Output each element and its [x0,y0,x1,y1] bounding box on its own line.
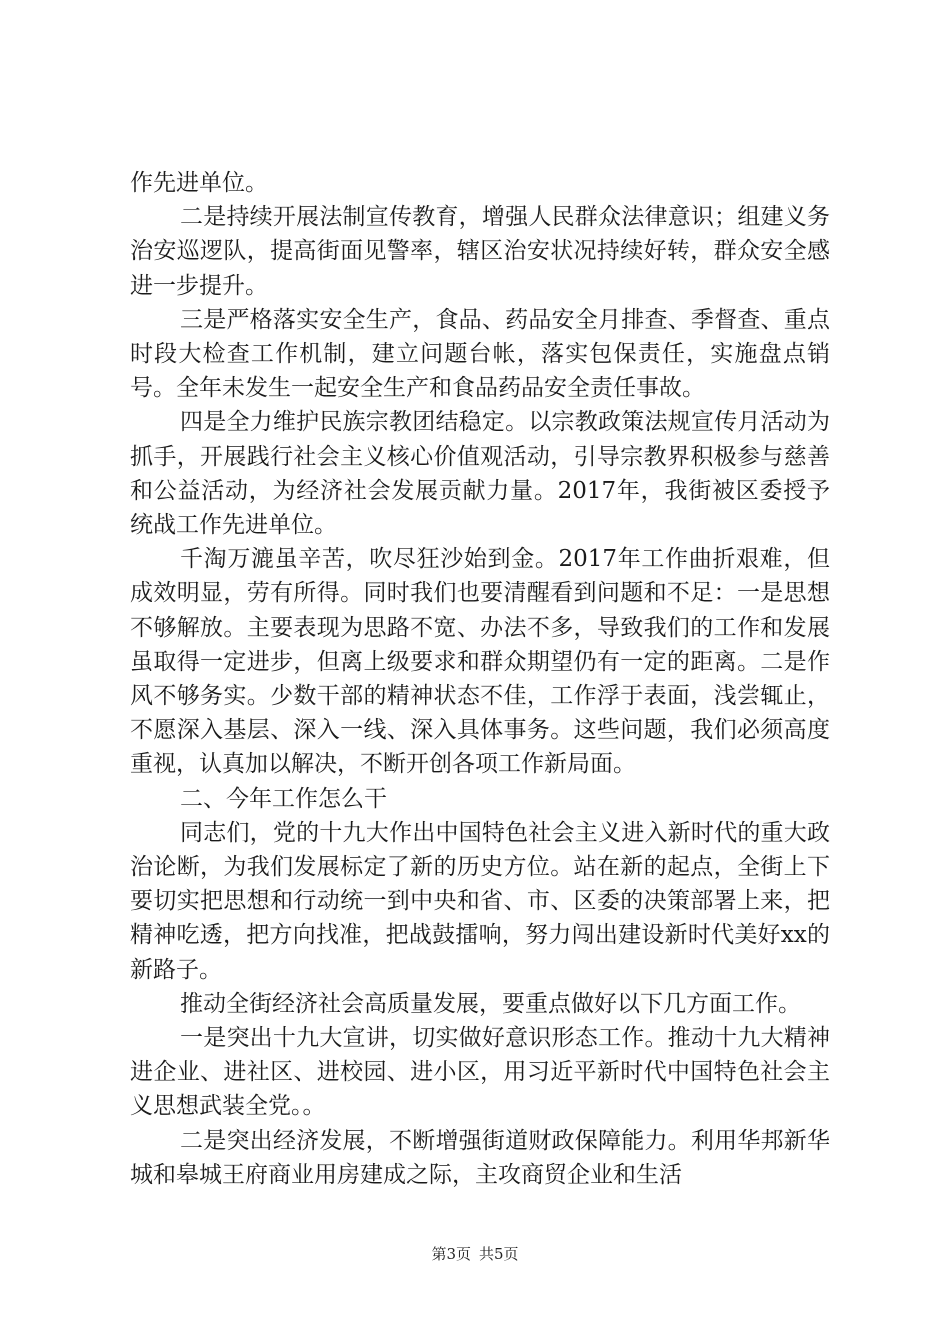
section-heading: 二、今年工作怎么干 [180,785,387,812]
paragraph-ethnic-religious-unity: 四是全力维护民族宗教团结稳定。以宗教政策法规宣传月活动为抓手，开展践行社会主义核心价值观活动，引导宗教界积极参与慈善和公益活动，为经济社会发展贡献力量。2017年，我街被区委授予统战工作先进单位。 [130,409,830,539]
document-body [130,166,830,1192]
page-number: 第3页 [431,1245,471,1263]
page-footer [0,1244,950,1264]
paragraph-new-era: 同志们，党的十九大作出中国特色社会主义进入新时代的重大政治论断，为我们发展标定了新的历史方位。站在新的起点，全街上下要切实把思想和行动统一到中央和省、市、区委的决策部署上来，把精神吃透，把方向找准，把战鼓擂响，努力闯出建设新时代美好xx的新路子。 [130,819,830,983]
paragraph-continuation: 作先进单位。 [130,170,268,196]
paragraph-task-two: 二是突出经济发展，不断增强街道财政保障能力。利用华邦新华城和皋城王府商业用房建成之际，主攻商贸企业和生活 [130,1127,830,1188]
paragraph-task-one: 一是突出十九大宣讲，切实做好意识形态工作。推动十九大精神进企业、进社区、进校园、进小区，用习近平新时代中国特色社会主义思想武装全党。。 [130,1025,830,1120]
paragraph-problems-shortcomings: 千淘万漉虽辛苦，吹尽狂沙始到金。2017年工作曲折艰难，但成效明显，劳有所得。同时我们也要清醒看到问题和不足：一是思想不够解放。主要表现为思路不宽、办法不多，导致我们的工作和发展虽取得一定进步，但离上级要求和群众期望仍有一定的距离。二是作风不够务实。少数干部的精神状态不佳，工作浮于表面，浅尝辄止，不愿深入基层、深入一线、深入具体事务。这些问题，我们必须高度重视，认真加以解决，不断开创各项工作新局面。 [130,546,830,778]
paragraph-key-tasks: 推动全街经济社会高质量发展，要重点做好以下几方面工作。 [180,990,801,1017]
page-total: 共5页 [479,1245,519,1263]
paragraph-legal-education: 二是持续开展法制宣传教育，增强人民群众法律意识；组建义务治安巡逻队，提高街面见警率，辖区治安状况持续好转，群众安全感进一步提升。 [130,204,830,299]
paragraph-safety-production: 三是严格落实安全生产，食品、药品安全月排查、季督查、重点时段大检查工作机制，建立问题台帐，落实包保责任，实施盘点销号。全年未发生一起安全生产和食品药品安全责任事故。 [130,306,830,402]
